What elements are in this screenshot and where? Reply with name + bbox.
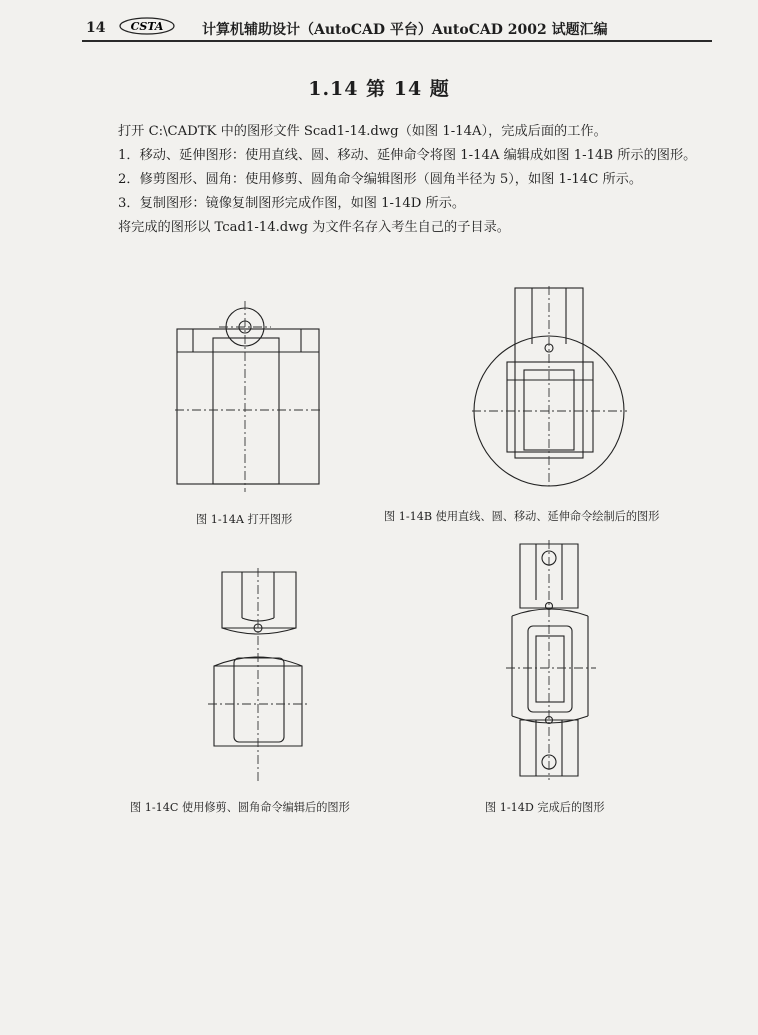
caption-1-14a: 图 1-14A 打开图形	[196, 513, 293, 526]
step-1: 1．移动、延伸图形：使用直线、圆、移动、延伸命令将图 1-14A 编辑成如图 1-14B 所示的图形。	[118, 148, 697, 163]
running-header	[82, 14, 712, 42]
figure-1-14a	[175, 296, 325, 496]
drawing-1-14a	[175, 296, 325, 496]
publisher-logo	[118, 16, 176, 36]
drawing-1-14c	[208, 568, 318, 783]
caption-1-14b: 图 1-14B 使用直线、圆、移动、延伸命令绘制后的图形	[384, 510, 660, 523]
step-3: 3．复制图形：镜像复制图形完成作图，如图 1-14D 所示。	[118, 196, 466, 211]
header-title: 计算机辅助设计（AutoCAD 平台）AutoCAD 2002 试题汇编	[202, 22, 608, 38]
page-number: 14	[86, 20, 106, 36]
caption-1-14d: 图 1-14D 完成后的图形	[485, 801, 605, 814]
figure-1-14c	[208, 568, 318, 783]
logo-text: CSTA	[130, 20, 164, 33]
figure-1-14d	[506, 540, 596, 780]
drawing-1-14b	[472, 286, 632, 496]
step-2: 2．修剪图形、圆角：使用修剪、圆角命令编辑图形（圆角半径为 5），如图 1-14C 所示。	[118, 172, 643, 187]
save-instruction: 将完成的图形以 Tcad1-14.dwg 为文件名存入考生自己的子目录。	[118, 220, 510, 235]
intro-paragraph: 打开 C:\CADTK 中的图形文件 Scad1-14.dwg（如图 1-14A），完成后面的工作。	[118, 124, 607, 139]
instructions	[90, 120, 718, 240]
drawing-1-14d	[506, 540, 596, 780]
section-title: 1.14 第 14 题	[308, 78, 450, 100]
figure-1-14b	[472, 286, 632, 496]
caption-1-14c: 图 1-14C 使用修剪、圆角命令编辑后的图形	[130, 801, 350, 814]
